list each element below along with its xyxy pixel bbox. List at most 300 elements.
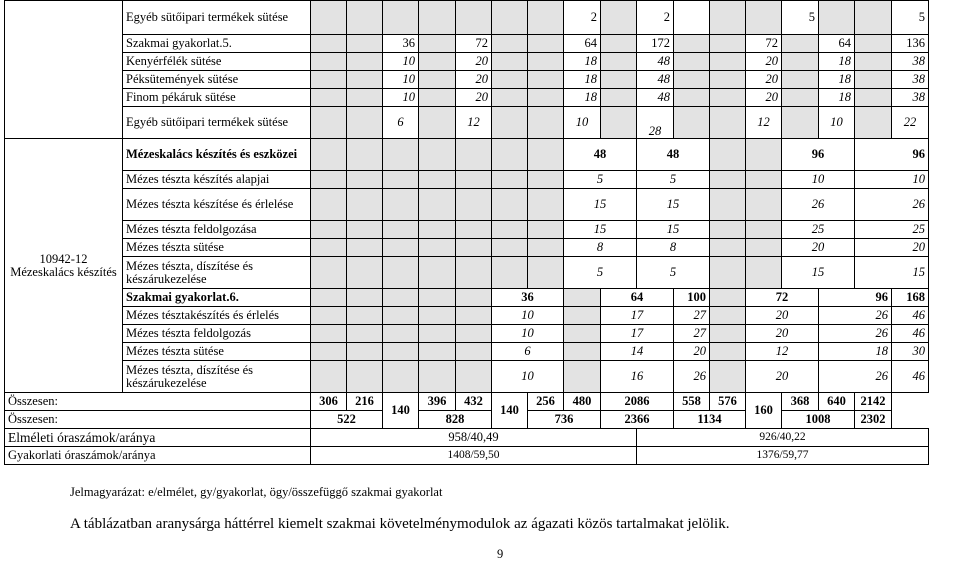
cell-value: 20 <box>746 89 782 107</box>
shaded-cell <box>855 107 892 139</box>
shaded-cell <box>710 139 746 171</box>
table-row <box>5 53 929 71</box>
shaded-cell <box>456 361 492 393</box>
cell-value: 15 <box>637 221 710 239</box>
shaded-cell <box>601 107 637 139</box>
shaded-cell <box>855 53 892 71</box>
module-cell <box>5 139 123 393</box>
shaded-cell <box>855 35 892 53</box>
shaded-cell <box>710 221 746 239</box>
cell-value: 368 <box>782 393 819 411</box>
shaded-cell <box>419 139 456 171</box>
shaded-cell <box>347 53 383 71</box>
table-row <box>5 71 929 89</box>
cell-value: 22 <box>892 107 929 139</box>
shaded-cell <box>710 325 746 343</box>
cell-value: 5 <box>637 257 710 289</box>
shaded-cell <box>456 171 492 189</box>
cell-value: 48 <box>637 53 674 71</box>
cell-value: 2142 <box>855 393 892 411</box>
cell-value: 38 <box>892 53 929 71</box>
shaded-cell <box>311 1 347 35</box>
shaded-cell <box>347 361 383 393</box>
cell-value: 46 <box>892 361 929 393</box>
shaded-cell <box>528 189 564 221</box>
shaded-cell <box>855 89 892 107</box>
note-text: A táblázatban aranysárga háttérrel kiemelt szakmai követelménymodulok az ágazati közös tartalmakat jelölik. <box>70 516 730 532</box>
cell-value: 20 <box>746 53 782 71</box>
table-row <box>5 289 929 307</box>
shaded-cell <box>311 289 347 307</box>
shaded-cell <box>746 139 782 171</box>
cell-value: 2302 <box>855 411 892 429</box>
cell-value: 10 <box>492 307 564 325</box>
cell-value: 2086 <box>601 393 674 411</box>
theory-value: 926/40,22 <box>637 429 929 447</box>
shaded-cell <box>383 171 419 189</box>
weeks-value: 140 <box>492 393 528 429</box>
row-label: Mézes tészta, díszítése és készárukezelése <box>123 361 311 393</box>
shaded-cell <box>492 35 528 53</box>
shaded-cell <box>674 107 710 139</box>
cell-value: 15 <box>637 189 710 221</box>
shaded-cell <box>710 257 746 289</box>
cell-value: 10 <box>782 171 855 189</box>
totals-label: Összesen: <box>5 411 311 429</box>
shaded-cell <box>347 189 383 221</box>
table-row <box>5 171 929 189</box>
shaded-cell <box>601 35 637 53</box>
shaded-cell <box>528 53 564 71</box>
shaded-cell <box>311 325 347 343</box>
shaded-cell <box>419 35 456 53</box>
cell-value: 522 <box>311 411 383 429</box>
cell-value: 20 <box>746 307 819 325</box>
curriculum-table <box>4 0 929 465</box>
practice-row <box>5 447 929 465</box>
shaded-cell <box>311 171 347 189</box>
shaded-cell <box>311 139 347 171</box>
shaded-cell <box>601 1 637 35</box>
shaded-cell <box>674 53 710 71</box>
cell-value: 20 <box>746 71 782 89</box>
shaded-cell <box>710 1 746 35</box>
shaded-cell <box>419 53 456 71</box>
table-row <box>5 107 929 139</box>
shaded-cell <box>601 53 637 71</box>
shaded-cell <box>311 361 347 393</box>
shaded-cell <box>456 139 492 171</box>
shaded-cell <box>492 71 528 89</box>
cell-value: 46 <box>892 325 929 343</box>
shaded-cell <box>419 71 456 89</box>
cell-value: 38 <box>892 71 929 89</box>
cell-value: 48 <box>637 71 674 89</box>
shaded-cell <box>492 139 528 171</box>
cell-value: 36 <box>492 289 564 307</box>
cell-value: 396 <box>419 393 456 411</box>
shaded-cell <box>347 325 383 343</box>
cell-value: 30 <box>892 343 929 361</box>
shaded-cell <box>311 307 347 325</box>
weeks-value: 140 <box>383 393 419 429</box>
shaded-cell <box>419 289 456 307</box>
shaded-cell <box>819 1 855 35</box>
theory-row <box>5 429 929 447</box>
cell-value: 64 <box>601 289 674 307</box>
row-label: Mézes tészta feldolgozás <box>123 325 311 343</box>
shaded-cell <box>347 239 383 257</box>
shaded-cell <box>674 71 710 89</box>
shaded-cell <box>311 71 347 89</box>
cell-value: 18 <box>564 71 601 89</box>
cell-value: 5 <box>564 171 637 189</box>
cell-value: 15 <box>782 257 855 289</box>
shaded-cell <box>782 107 819 139</box>
cell-value: 12 <box>746 343 819 361</box>
shaded-cell <box>419 171 456 189</box>
cell-value: 1134 <box>674 411 746 429</box>
cell-value: 5 <box>564 257 637 289</box>
cell-value: 18 <box>819 343 892 361</box>
practice-value: 1408/59,50 <box>311 447 637 465</box>
module-name: Mézeskalács készítés <box>10 264 117 279</box>
row-label: Mézes tészta készítése és érlelése <box>123 189 311 221</box>
row-label: Egyéb sütőipari termékek sütése <box>123 1 311 35</box>
cell-value: 10 <box>819 107 855 139</box>
table-row <box>5 89 929 107</box>
empty-cell <box>674 1 710 35</box>
cell-value: 216 <box>347 393 383 411</box>
cell-value: 18 <box>819 53 855 71</box>
module-cell-blank <box>5 1 123 139</box>
cell-value: 12 <box>746 107 782 139</box>
cell-value: 26 <box>819 361 892 393</box>
row-label: Mézes tésztakészítés és érlelés <box>123 307 311 325</box>
cell-value: 15 <box>564 189 637 221</box>
practice-value: 1376/59,77 <box>637 447 929 465</box>
table-row <box>5 343 929 361</box>
totals-row <box>5 411 929 429</box>
cell-value: 16 <box>601 361 674 393</box>
cell-value: 20 <box>456 53 492 71</box>
shaded-cell <box>419 189 456 221</box>
cell-value: 20 <box>456 71 492 89</box>
cell-value: 20 <box>782 239 855 257</box>
shaded-cell <box>710 171 746 189</box>
shaded-cell <box>564 361 601 393</box>
table-row <box>5 307 929 325</box>
cell-value: 256 <box>528 393 564 411</box>
row-label: Egyéb sütőipari termékek sütése <box>123 107 311 139</box>
shaded-cell <box>347 307 383 325</box>
cell-value: 48 <box>637 89 674 107</box>
cell-value: 6 <box>492 343 564 361</box>
shaded-cell <box>782 71 819 89</box>
table-row <box>5 325 929 343</box>
shaded-cell <box>710 89 746 107</box>
shaded-cell <box>311 89 347 107</box>
shaded-cell <box>347 343 383 361</box>
shaded-cell <box>746 221 782 239</box>
cell-value: 10 <box>383 53 419 71</box>
cell-value: 96 <box>855 139 929 171</box>
shaded-cell <box>710 361 746 393</box>
shaded-cell <box>383 239 419 257</box>
table-row <box>5 361 929 393</box>
theory-value: 958/40,49 <box>311 429 637 447</box>
shaded-cell <box>456 221 492 239</box>
shaded-cell <box>347 171 383 189</box>
cell-value: 5 <box>782 1 819 35</box>
cell-value: 20 <box>674 343 710 361</box>
cell-value: 2 <box>637 1 674 35</box>
cell-value: 26 <box>819 307 892 325</box>
module-code: 10942-12 <box>39 251 88 266</box>
cell-value: 10 <box>492 325 564 343</box>
theory-label: Elméleti óraszámok/aránya <box>5 429 311 447</box>
cell-value: 48 <box>564 139 637 171</box>
shaded-cell <box>674 89 710 107</box>
shaded-cell <box>347 221 383 239</box>
shaded-cell <box>601 89 637 107</box>
cell-value: 15 <box>855 257 929 289</box>
shaded-cell <box>311 53 347 71</box>
table-row <box>5 1 929 35</box>
shaded-cell <box>710 289 746 307</box>
legend-text: Jelmagyarázat: e/elmélet, gy/gyakorlat, ögy/összefüggő szakmai gyakorlat <box>70 485 443 499</box>
shaded-cell <box>746 239 782 257</box>
shaded-cell <box>311 35 347 53</box>
shaded-cell <box>456 257 492 289</box>
cell-value: 6 <box>383 107 419 139</box>
cell-value: 8 <box>564 239 637 257</box>
cell-value: 432 <box>456 393 492 411</box>
shaded-cell <box>528 107 564 139</box>
cell-value: 136 <box>892 35 929 53</box>
shaded-cell <box>528 71 564 89</box>
shaded-cell <box>383 361 419 393</box>
shaded-cell <box>746 189 782 221</box>
shaded-cell <box>419 343 456 361</box>
cell-value: 26 <box>855 189 929 221</box>
cell-value: 26 <box>674 361 710 393</box>
shaded-cell <box>456 1 492 35</box>
weeks-value: 160 <box>746 393 782 429</box>
cell-value: 5 <box>637 171 710 189</box>
row-label: Finom pékáruk sütése <box>123 89 311 107</box>
shaded-cell <box>419 89 456 107</box>
cell-value: 18 <box>819 71 855 89</box>
cell-value: 10 <box>564 107 601 139</box>
cell-value: 20 <box>746 361 819 393</box>
totals-row <box>5 393 929 411</box>
shaded-cell <box>456 307 492 325</box>
shaded-cell <box>492 257 528 289</box>
cell-value: 480 <box>564 393 601 411</box>
row-label: Mézes tészta sütése <box>123 343 311 361</box>
shaded-cell <box>456 325 492 343</box>
shaded-cell <box>419 325 456 343</box>
shaded-cell <box>746 257 782 289</box>
cell-value: 736 <box>528 411 601 429</box>
cell-value: 15 <box>564 221 637 239</box>
shaded-cell <box>311 189 347 221</box>
shaded-cell <box>383 325 419 343</box>
shaded-cell <box>383 257 419 289</box>
shaded-cell <box>782 35 819 53</box>
shaded-cell <box>419 239 456 257</box>
cell-value: 26 <box>819 325 892 343</box>
shaded-cell <box>347 107 383 139</box>
shaded-cell <box>383 139 419 171</box>
shaded-cell <box>347 1 383 35</box>
shaded-cell <box>311 257 347 289</box>
cell-value: 46 <box>892 307 929 325</box>
shaded-cell <box>456 239 492 257</box>
shaded-cell <box>383 189 419 221</box>
row-label: Szakmai gyakorlat.6. <box>123 289 311 307</box>
cell-value: 17 <box>601 307 674 325</box>
shaded-cell <box>782 53 819 71</box>
shaded-cell <box>347 289 383 307</box>
shaded-cell <box>710 35 746 53</box>
table-row <box>5 239 929 257</box>
shaded-cell <box>492 239 528 257</box>
shaded-cell <box>383 343 419 361</box>
cell-value: 96 <box>819 289 892 307</box>
cell-value: 14 <box>601 343 674 361</box>
page-number: 9 <box>497 547 504 561</box>
table-row <box>5 139 929 171</box>
shaded-cell <box>564 325 601 343</box>
shaded-cell <box>528 171 564 189</box>
row-label: Kenyérfélék sütése <box>123 53 311 71</box>
cell-value: 28 <box>637 107 674 139</box>
cell-value: 48 <box>637 139 710 171</box>
table-row <box>5 35 929 53</box>
cell-value: 5 <box>892 1 929 35</box>
cell-value: 12 <box>456 107 492 139</box>
shaded-cell <box>601 71 637 89</box>
practice-label: Gyakorlati óraszámok/aránya <box>5 447 311 465</box>
shaded-cell <box>564 289 601 307</box>
shaded-cell <box>347 139 383 171</box>
shaded-cell <box>492 107 528 139</box>
cell-value: 18 <box>819 89 855 107</box>
cell-value: 72 <box>456 35 492 53</box>
cell-value: 64 <box>564 35 601 53</box>
shaded-cell <box>528 35 564 53</box>
shaded-cell <box>383 1 419 35</box>
shaded-cell <box>492 171 528 189</box>
shaded-cell <box>456 189 492 221</box>
shaded-cell <box>347 35 383 53</box>
row-label: Mézes tészta sütése <box>123 239 311 257</box>
cell-value: 72 <box>746 35 782 53</box>
shaded-cell <box>311 343 347 361</box>
shaded-cell <box>710 107 746 139</box>
shaded-cell <box>456 343 492 361</box>
cell-value: 72 <box>746 289 819 307</box>
shaded-cell <box>383 307 419 325</box>
cell-value: 168 <box>892 289 929 307</box>
shaded-cell <box>746 171 782 189</box>
cell-value: 38 <box>892 89 929 107</box>
shaded-cell <box>419 221 456 239</box>
shaded-cell <box>528 221 564 239</box>
row-label: Mézeskalács készítés és eszközei <box>123 139 311 171</box>
table-row <box>5 257 929 289</box>
shaded-cell <box>528 139 564 171</box>
shaded-cell <box>528 89 564 107</box>
cell-value: 26 <box>782 189 855 221</box>
table-row <box>5 221 929 239</box>
shaded-cell <box>528 257 564 289</box>
shaded-cell <box>710 53 746 71</box>
cell-value: 20 <box>456 89 492 107</box>
shaded-cell <box>710 239 746 257</box>
shaded-cell <box>492 1 528 35</box>
shaded-cell <box>528 239 564 257</box>
table-row <box>5 189 929 221</box>
shaded-cell <box>311 221 347 239</box>
shaded-cell <box>419 361 456 393</box>
shaded-cell <box>782 89 819 107</box>
shaded-cell <box>855 1 892 35</box>
shaded-cell <box>674 35 710 53</box>
shaded-cell <box>492 53 528 71</box>
cell-value: 10 <box>492 361 564 393</box>
cell-value: 17 <box>601 325 674 343</box>
shaded-cell <box>492 221 528 239</box>
cell-value: 10 <box>855 171 929 189</box>
shaded-cell <box>746 1 782 35</box>
shaded-cell <box>855 71 892 89</box>
cell-value: 306 <box>311 393 347 411</box>
cell-value: 558 <box>674 393 710 411</box>
shaded-cell <box>564 343 601 361</box>
row-label: Mézes tészta, díszítése és készárukezelése <box>123 257 311 289</box>
row-label: Szakmai gyakorlat.5. <box>123 35 311 53</box>
cell-value: 96 <box>782 139 855 171</box>
shaded-cell <box>710 189 746 221</box>
shaded-cell <box>311 107 347 139</box>
cell-value: 828 <box>419 411 492 429</box>
cell-value: 100 <box>674 289 710 307</box>
row-label: Mézes tészta készítés alapjai <box>123 171 311 189</box>
cell-value: 18 <box>564 53 601 71</box>
shaded-cell <box>347 71 383 89</box>
shaded-cell <box>710 307 746 325</box>
shaded-cell <box>383 221 419 239</box>
cell-value: 27 <box>674 307 710 325</box>
cell-value: 10 <box>383 89 419 107</box>
cell-value: 18 <box>564 89 601 107</box>
row-label: Péksütemények sütése <box>123 71 311 89</box>
shaded-cell <box>419 257 456 289</box>
shaded-cell <box>419 1 456 35</box>
cell-value: 172 <box>637 35 674 53</box>
shaded-cell <box>383 289 419 307</box>
cell-value: 2 <box>564 1 601 35</box>
shaded-cell <box>347 257 383 289</box>
cell-value: 20 <box>855 239 929 257</box>
cell-value: 27 <box>674 325 710 343</box>
cell-value: 2366 <box>601 411 674 429</box>
cell-value: 10 <box>383 71 419 89</box>
shaded-cell <box>456 289 492 307</box>
